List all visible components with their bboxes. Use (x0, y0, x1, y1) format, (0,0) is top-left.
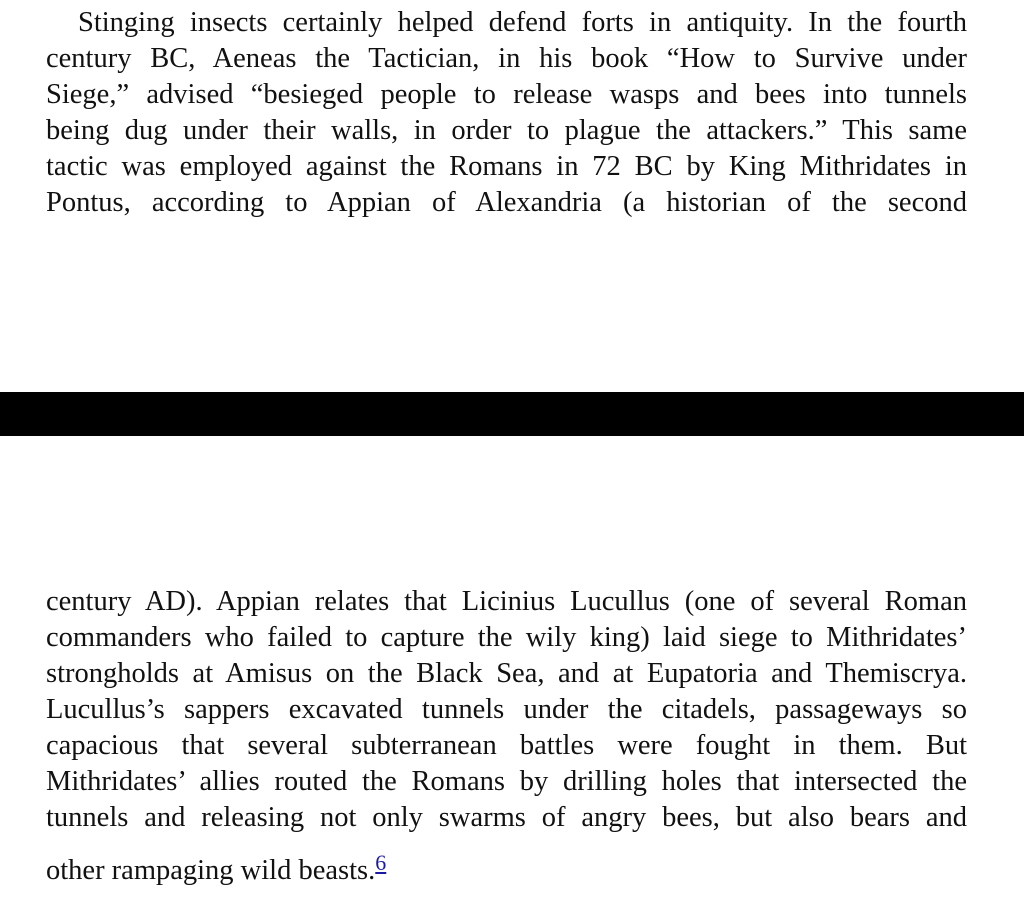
text-line: century BC, Aeneas the Tactician, in his book “How to Survive under (46, 43, 967, 74)
footnote-link[interactable]: 6 (375, 850, 387, 875)
text-line: being dug under their walls, in order to plague the attackers.” This same (46, 115, 967, 146)
bottom-paragraph (46, 584, 967, 889)
text-line: Stinging insects certainly helped defend forts in antiquity. In the fourth (78, 7, 967, 38)
page-break-bar (0, 392, 1024, 436)
text-line: century AD). Appian relates that Licinius Lucullus (one of several Roman (46, 586, 967, 617)
text-line: Mithridates’ allies routed the Romans by drilling holes that intersected the (46, 766, 967, 797)
text-line: strongholds at Amisus on the Black Sea, and at Eupatoria and Themiscrya. (46, 658, 967, 689)
text-line: Lucullus’s sappers excavated tunnels under the citadels, passageways so (46, 694, 967, 725)
text-line-last (46, 845, 967, 889)
text-line: tactic was employed against the Romans in 72 BC by King Mithridates in (46, 151, 967, 182)
top-paragraph (46, 5, 967, 221)
text-line: Siege,” advised “besieged people to release wasps and bees into tunnels (46, 79, 967, 110)
text-line: Pontus, according to Appian of Alexandria (a historian of the second (46, 187, 967, 218)
last-line-text: other rampaging wild beasts. (46, 855, 376, 886)
text-line: commanders who failed to capture the wily king) laid siege to Mithridates’ (46, 622, 967, 653)
text-line: tunnels and releasing not only swarms of angry bees, but also bears and (46, 802, 967, 833)
text-line: capacious that several subterranean battles were fought in them. But (46, 730, 967, 761)
